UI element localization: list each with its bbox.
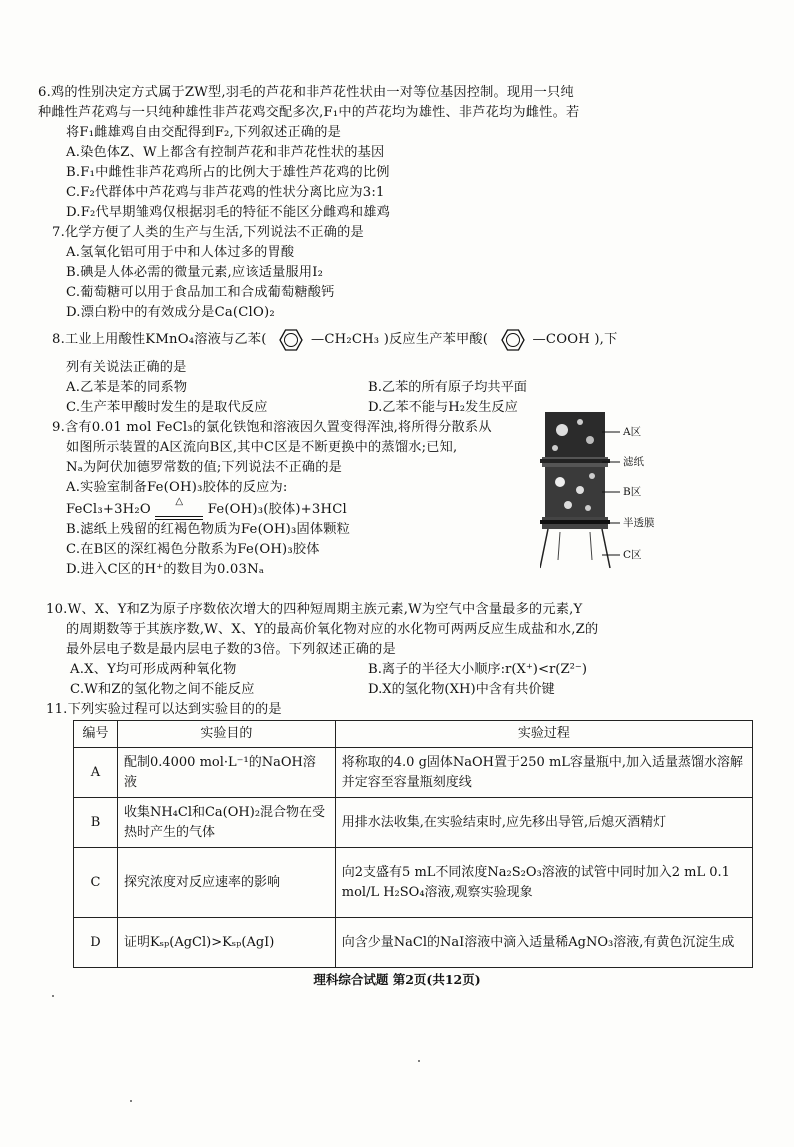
q7-stem: 7.化学方便了人类的生产与生活,下列说法不正确的是 — [52, 225, 364, 240]
process-cell: 用排水法收集,在实验结束时,应先移出导管,后熄灭酒精灯 — [335, 798, 752, 848]
heating-triangle-icon: △ — [175, 496, 184, 507]
q9-option-a: A.实验室制备Fe(OH)₃胶体的反应为: — [66, 480, 288, 495]
q7-option-c: C.葡萄糖可以用于食品加工和合成葡萄糖酸钙 — [66, 285, 335, 300]
row-id-cell: D — [74, 918, 118, 968]
dialysis-apparatus-diagram — [540, 410, 670, 570]
q11-stem: 11.下列实验过程可以达到实验目的的是 — [46, 702, 282, 717]
q10-option-d: D.X的氢化物(XH)中含有共价键 — [368, 682, 555, 697]
q6-option-d: D.F₂代早期雏鸡仅根据羽毛的特征不能区分雌鸡和雄鸡 — [66, 205, 391, 220]
q8-stem-part3: ),下 — [594, 332, 618, 347]
q9-option-c: C.在B区的深红褐色分散系为Fe(OH)₃胶体 — [66, 542, 320, 557]
q9-eq-left: FeCl₃+3H₂O — [66, 502, 151, 517]
scan-speck — [130, 1100, 132, 1102]
experiment-table — [73, 720, 753, 968]
table-header-cell: 实验目的 — [117, 721, 335, 748]
purpose-cell: 探究浓度对反应速率的影响 — [117, 848, 335, 918]
label-zone-b: B区 — [623, 486, 642, 498]
purpose-cell: 配制0.4000 mol·L⁻¹的NaOH溶液 — [117, 748, 335, 798]
q8-stem-part1: 8.工业上用酸性KMnO₄溶液与乙苯( — [52, 332, 267, 347]
label-membrane: 半透膜 — [623, 517, 655, 529]
q10-option-b: B.离子的半径大小顺序:r(X⁺)<r(Z²⁻) — [368, 662, 588, 677]
page-footer: 理科综合试题 第2页(共12页) — [313, 972, 481, 987]
q8-stem-line1 — [52, 323, 617, 357]
q10-line1: 10.W、X、Y和Z为原子序数依次增大的四种短周期主族元素,W为空气中含量最多的元素,Y — [46, 602, 583, 617]
q10-line3: 最外层电子数是最内层电子数的3倍。下列叙述正确的是 — [66, 642, 396, 657]
q9-eq-right: Fe(OH)₃(胶体)+3HCl — [207, 502, 347, 517]
apparatus-illustration — [540, 410, 670, 570]
q8-line2: 列有关说法正确的是 — [66, 360, 187, 375]
benzene-ring-icon — [271, 325, 311, 355]
q9-equation — [66, 496, 347, 520]
table-row — [74, 798, 753, 848]
process-cell: 向含少量NaCl的NaI溶液中滴入适量稀AgNO₃溶液,有黄色沉淀生成 — [335, 918, 752, 968]
q6-option-c: C.F₂代群体中芦花鸡与非芦花鸡的性状分离比应为3:1 — [66, 185, 385, 200]
q8-option-a: A.乙苯是苯的同系物 — [66, 380, 188, 395]
purpose-cell: 证明Kₛₚ(AgCl)>Kₛₚ(AgI) — [117, 918, 335, 968]
q6-option-b: B.F₁中雌性非芦花鸡所占的比例大于雄性芦花鸡的比例 — [66, 165, 390, 180]
q6-option-a: A.染色体Z、W上都含有控制芦花和非芦花性状的基因 — [66, 145, 385, 160]
q10-line2: 的周期数等于其族序数,W、X、Y的最高价氧化物对应的水化物可两两反应生成盐和水,Z的 — [66, 622, 599, 637]
q9-line2: 如图所示装置的A区流向B区,其中C区是不断更换中的蒸馏水;已知, — [66, 440, 458, 455]
row-id-cell: A — [74, 748, 118, 798]
q10-option-c: C.W和Z的氢化物之间不能反应 — [70, 682, 255, 697]
q8-stem-part2: )反应生产苯甲酸( — [383, 332, 489, 347]
table-row — [74, 918, 753, 968]
q9-line1: 9.含有0.01 mol FeCl₃的氯化铁饱和溶液因久置变得浑浊,将所得分散系从 — [52, 420, 492, 435]
table-row — [74, 748, 753, 798]
q7-option-b: B.碘是人体必需的微量元素,应该适量服用I₂ — [66, 265, 324, 280]
q8-ethyl-group: —CH₂CH₃ — [310, 332, 380, 347]
label-zone-a: A区 — [623, 426, 642, 438]
process-cell: 向2支盛有5 mL不同浓度Na₂S₂O₃溶液的试管中同时加入2 mL 0.1 mol/L H₂SO₄溶液,观察实验现象 — [335, 848, 752, 918]
q10-option-a: A.X、Y均可形成两种氧化物 — [70, 662, 237, 677]
table-header-cell: 实验过程 — [335, 721, 752, 748]
scan-speck — [52, 995, 54, 997]
q9-option-d: D.进入C区的H⁺的数目为0.03Nₐ — [66, 562, 265, 577]
q6-line1: 6.鸡的性别决定方式属于ZW型,羽毛的芦花和非芦花性状由一对等位基因控制。现用一只纯 — [38, 85, 574, 100]
table-header-cell: 编号 — [74, 721, 118, 748]
q9-line3: Nₐ为阿伏加德罗常数的值;下列说法不正确的是 — [66, 460, 343, 475]
q6-line3: 将F₁雌雄鸡自由交配得到F₂,下列叙述正确的是 — [66, 125, 342, 140]
q6-line2: 种雌性芦花鸡与一只纯种雄性非芦花鸡交配多次,F₁中的芦花均为雄性、非芦花均为雌性。若 — [38, 105, 580, 120]
table-header-row — [74, 721, 753, 748]
q8-option-b: B.乙苯的所有原子均共平面 — [368, 380, 527, 395]
q7-option-d: D.漂白粉中的有效成分是Ca(ClO)₂ — [66, 305, 275, 320]
row-id-cell: C — [74, 848, 118, 918]
table-row — [74, 848, 753, 918]
q8-carboxyl-group: —COOH — [532, 332, 590, 347]
label-zone-c: C区 — [623, 549, 642, 561]
row-id-cell: B — [74, 798, 118, 848]
purpose-cell: 收集NH₄Cl和Ca(OH)₂混合物在受热时产生的气体 — [117, 798, 335, 848]
scan-speck — [418, 1060, 420, 1062]
q9-eq-arrow — [155, 496, 203, 520]
q8-option-d: D.乙苯不能与H₂发生反应 — [368, 400, 518, 415]
benzene-ring-icon — [493, 325, 533, 355]
q9-option-b: B.滤纸上残留的红褐色物质为Fe(OH)₃固体颗粒 — [66, 522, 351, 537]
q7-option-a: A.氢氧化铝可用于中和人体过多的胃酸 — [66, 245, 295, 260]
process-cell: 将称取的4.0 g固体NaOH置于250 mL容量瓶中,加入适量蒸馏水溶解并定容至容量瓶刻度线 — [335, 748, 752, 798]
q8-option-c: C.生产苯甲酸时发生的是取代反应 — [66, 400, 268, 415]
label-filter-paper: 滤纸 — [623, 456, 644, 468]
